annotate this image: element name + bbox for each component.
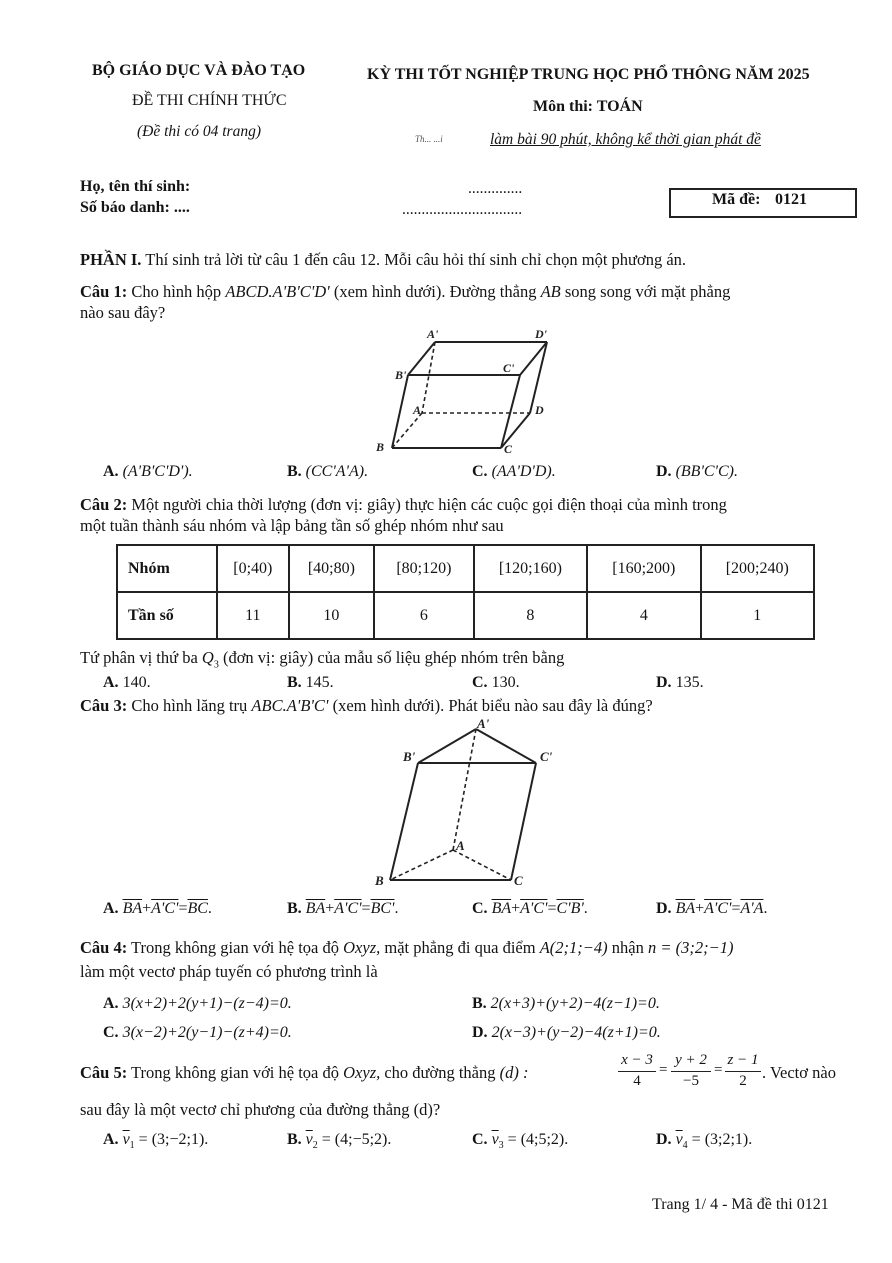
vector-symbol: $\overline{v}$	[491, 1131, 499, 1148]
q2-question	[80, 647, 564, 676]
q1-fig-label: D'	[535, 327, 547, 341]
table-cell: [0;40)	[217, 545, 289, 592]
option-value: (AA'D'D).	[491, 463, 556, 480]
option-value: (CC'A'A).	[305, 463, 369, 480]
q4-text-line2: làm một vectơ pháp tuyến có phương trình là	[80, 962, 378, 981]
exam-code-label: Mã đề:	[712, 191, 761, 208]
candidate-name-label: Họ, tên thí sinh:	[80, 178, 191, 195]
vector-term: C'B'	[556, 900, 584, 917]
q5-frac1-den: 4	[633, 1073, 641, 1089]
option-key: A.	[103, 674, 119, 691]
q2-frequency-table	[116, 544, 815, 640]
q5-text-line1	[80, 1062, 529, 1084]
option-key: B.	[287, 900, 302, 917]
vector-term: $\overline{BA}$	[122, 900, 143, 917]
option-value: = (4;−5;2).	[321, 1131, 392, 1148]
q3-math: ABC.A'B'C'	[251, 696, 329, 715]
vector-subscript: 3	[498, 1140, 504, 1152]
q5-frac2-den: −5	[683, 1073, 699, 1089]
part1-heading: PHẦN I.	[80, 250, 142, 269]
q3-fig-label: C	[514, 873, 523, 888]
option-value: 140.	[122, 674, 151, 691]
table-cell: [120;160)	[474, 545, 587, 592]
q2-question-a: Tứ phân vị thứ ba	[80, 648, 198, 667]
option-key: C.	[472, 900, 488, 917]
table-cell: [200;240)	[701, 545, 814, 592]
equals-sign: =	[714, 1062, 723, 1078]
q3-fig-label: B	[375, 873, 384, 888]
vector-symbol: $\overline{v}$	[675, 1131, 683, 1148]
q2-option-a[interactable]	[103, 674, 151, 692]
q5-text-c: . Vectơ nào	[762, 1063, 836, 1082]
q3-option-d[interactable]: D. $\overline{BA}+A'C'=A'A$.	[656, 900, 768, 917]
q5-frac1-num: x − 3	[621, 1052, 653, 1068]
option-value: 145.	[305, 674, 334, 691]
fraction-bar	[725, 1071, 761, 1072]
option-key: B.	[287, 674, 302, 691]
table-row	[117, 592, 814, 639]
q2-option-b[interactable]	[287, 674, 334, 692]
q2-q-sub: 3	[213, 659, 219, 671]
q5-line-name: (d) :	[499, 1063, 529, 1082]
vector-symbol: $\overline{v}$	[122, 1131, 130, 1148]
q2-text-a: Một người chia thời lượng (đơn vị: giây) thực hiện các cuộc gọi điện thoại của mình trong	[131, 495, 727, 514]
q1-label: Câu 1:	[80, 282, 128, 301]
q3-text-a: Cho hình lăng trụ	[131, 696, 248, 715]
q4-text-b: mặt phẳng đi qua điểm	[384, 938, 536, 957]
vector-term: A'C'	[334, 900, 362, 917]
q3-fig-label: C'	[540, 749, 553, 764]
option-value: (A'B'C'D').	[122, 463, 193, 480]
option-value: (BB'C'C).	[675, 463, 738, 480]
option-value: = (3;2;1).	[691, 1131, 753, 1148]
q1-option-c[interactable]	[472, 463, 556, 481]
q1-fig-label: B'	[395, 368, 407, 382]
candidate-name-dots: ..............	[468, 180, 523, 197]
option-value: 2(x−3)+(y−2)−4(z+1)=0.	[491, 1024, 661, 1041]
q5-label: Câu 5:	[80, 1063, 128, 1082]
vector-subscript: 1	[129, 1140, 135, 1152]
table-cell: 4	[587, 592, 700, 639]
option-key: C.	[472, 463, 488, 480]
q5-option-b[interactable]	[287, 1131, 391, 1151]
q3-prism-figure	[370, 715, 570, 895]
vector-term: A'C'	[151, 900, 179, 917]
table-cell: [160;200)	[587, 545, 700, 592]
option-key: D.	[656, 463, 672, 480]
table-cell: 8	[474, 592, 587, 639]
option-key: D.	[656, 674, 672, 691]
exam-code-value: 0121	[775, 191, 807, 208]
q2-text-line2: một tuần thành sáu nhóm và lập bảng tần số ghép nhóm như sau	[80, 516, 504, 535]
q2-option-c[interactable]	[472, 674, 520, 692]
option-key: C.	[103, 1024, 119, 1041]
subject: Môn thi: TOÁN	[533, 98, 643, 115]
q4-text-line1	[80, 937, 733, 959]
option-key: A.	[103, 1131, 119, 1148]
q3-fig-label: B'	[403, 749, 416, 764]
q2-question-b: (đơn vị: giây) của mẫu số liệu ghép nhóm trên bằng	[222, 648, 565, 667]
exam-code-box	[669, 188, 857, 218]
vector-term: BC'	[370, 900, 395, 917]
vector-symbol: $\overline{v}$	[305, 1131, 313, 1148]
q4-oxyz: Oxyz,	[343, 938, 381, 957]
q5-oxyz: Oxyz,	[343, 1063, 381, 1082]
q2-option-d[interactable]	[656, 674, 704, 692]
q4-normal: n = (3;2;−1)	[647, 938, 734, 957]
vector-term: A'C'	[704, 900, 732, 917]
part1-instruction-line	[80, 249, 686, 271]
q2-q: Q	[201, 648, 214, 667]
q1-fig-label: A'	[427, 327, 439, 341]
q4-option-c[interactable]	[103, 1024, 292, 1042]
q4-option-d[interactable]	[472, 1024, 661, 1042]
table-header-cell: Nhóm	[117, 545, 217, 592]
q1-fig-label: A	[413, 403, 422, 417]
q1-fig-label: D	[535, 403, 544, 417]
option-key: C.	[472, 674, 488, 691]
table-cell: 6	[374, 592, 474, 639]
q2-text-line1	[80, 494, 727, 516]
vector-subscript: 2	[312, 1140, 318, 1152]
q3-text-b: (xem hình dưới). Phát biểu nào sau đây là đúng?	[332, 696, 653, 715]
option-value: 2(x+3)+(y+2)−4(z−1)=0.	[490, 995, 660, 1012]
vector-term: $\overline{BA}$	[305, 900, 326, 917]
q4-point: A(2;1;−4)	[539, 938, 608, 957]
q5-text-b: cho đường thẳng	[384, 1063, 496, 1082]
q3-option-b[interactable]: B. $\overline{BA}+A'C'=BC'$.	[287, 900, 399, 917]
option-key: D.	[472, 1024, 488, 1041]
q4-text-c: nhận	[611, 938, 644, 957]
option-end: .	[583, 900, 588, 917]
option-key: B.	[472, 995, 487, 1012]
q1-fig-label: C	[504, 442, 513, 456]
table-cell: 1	[701, 592, 814, 639]
equals-sign: =	[659, 1062, 668, 1078]
candidate-id-label: Số báo danh: ....	[80, 199, 190, 216]
q3-option-a[interactable]: A. $\overline{BA}+A'C'=\overline{BC}$.	[103, 900, 212, 917]
fraction-bar	[671, 1071, 711, 1072]
q1-option-d[interactable]	[656, 463, 738, 481]
q5-option-a[interactable]	[103, 1131, 208, 1151]
vector-term: A'A	[740, 900, 764, 917]
q1-option-b[interactable]	[287, 463, 368, 481]
q1-text-c: song song với mặt phẳng	[564, 282, 731, 301]
option-key: A.	[103, 463, 119, 480]
fraction-bar	[618, 1071, 656, 1072]
table-cell: 10	[289, 592, 375, 639]
table-cell: [80;120)	[374, 545, 474, 592]
q2-label: Câu 2:	[80, 495, 128, 514]
vector-term: $\overline{BC}$	[187, 900, 208, 917]
table-cell: [40;80)	[289, 545, 375, 592]
q3-label: Câu 3:	[80, 696, 128, 715]
q1-text-line1	[80, 281, 730, 303]
table-row	[117, 545, 814, 592]
time-note: làm bài 90 phút, không kể thời gian phát đề	[490, 131, 761, 148]
q3-text	[80, 695, 653, 717]
q1-math: ABCD.A'B'C'D'	[225, 282, 330, 301]
q4-option-b[interactable]	[472, 995, 660, 1013]
part1-instruction: Thí sinh trả lời từ câu 1 đến câu 12. Mỗi câu hỏi thí sinh chỉ chọn một phương án.	[145, 250, 687, 269]
ministry-name: BỘ GIÁO DỤC VÀ ĐÀO TẠO	[92, 62, 306, 79]
vector-term: $\overline{BA}$	[491, 900, 512, 917]
option-key: D.	[656, 900, 672, 917]
option-end: .	[763, 900, 768, 917]
q5-frac3-den: 2	[739, 1073, 747, 1089]
table-header-cell: Tần số	[117, 592, 217, 639]
q4-text-a: Trong không gian với hệ tọa độ	[131, 938, 339, 957]
q3-fig-label: A'	[477, 716, 490, 731]
q1-text-line2: nào sau đây?	[80, 303, 166, 322]
q5-text-a: Trong không gian với hệ tọa độ	[131, 1063, 339, 1082]
q5-frac3-num: z − 1	[727, 1052, 759, 1068]
q1-text-a: Cho hình hộp	[131, 282, 222, 301]
exam-type: ĐỀ THI CHÍNH THỨC	[132, 92, 287, 109]
q1-fig-label: C'	[503, 361, 515, 375]
option-key: C.	[472, 1131, 488, 1148]
option-value: 130.	[491, 674, 520, 691]
option-key: A.	[103, 995, 119, 1012]
q1-parallelepiped-figure	[370, 325, 570, 460]
q4-option-a[interactable]	[103, 995, 292, 1013]
q5-option-c[interactable]	[472, 1131, 568, 1151]
q4-label: Câu 4:	[80, 938, 128, 957]
option-value: 3(x+2)+2(y+1)−(z−4)=0.	[122, 995, 292, 1012]
option-key: B.	[287, 1131, 302, 1148]
option-value: 3(x−2)+2(y−1)−(z+4)=0.	[122, 1024, 292, 1041]
pages-note: (Đề thi có 04 trang)	[137, 123, 261, 140]
table-cell: 11	[217, 592, 289, 639]
vector-term: A'C'	[520, 900, 548, 917]
option-end: .	[207, 900, 212, 917]
candidate-id-dots: ...............................	[402, 201, 523, 218]
option-value: 135.	[675, 674, 704, 691]
option-key: B.	[287, 463, 302, 480]
q1-text-b: (xem hình dưới). Đường thẳng	[333, 282, 537, 301]
q3-fig-label: A	[456, 838, 465, 853]
vector-subscript: 4	[682, 1140, 688, 1152]
option-key: A.	[103, 900, 119, 917]
q5-text-line2: sau đây là một vectơ chỉ phương của đường thẳng (d)?	[80, 1100, 441, 1119]
option-value: = (3;−2;1).	[138, 1131, 209, 1148]
q1-option-a[interactable]	[103, 463, 193, 481]
option-key: D.	[656, 1131, 672, 1148]
q1-ab: AB	[540, 282, 561, 301]
exam-title: KỲ THI TỐT NGHIỆP TRUNG HỌC PHỔ THÔNG NĂM 2025	[367, 66, 810, 83]
vector-term: $\overline{BA}$	[675, 900, 696, 917]
q1-fig-label: B	[376, 440, 385, 454]
q3-option-c[interactable]: C. $\overline{BA}+A'C'=C'B'$.	[472, 900, 588, 917]
option-end: .	[394, 900, 399, 917]
option-value: = (4;5;2).	[507, 1131, 569, 1148]
q5-option-d[interactable]	[656, 1131, 752, 1151]
q5-frac2-num: y + 2	[675, 1052, 707, 1068]
time-prefix: Th... ...i	[415, 134, 443, 144]
page-footer: Trang 1/ 4 - Mã đề thi 0121	[652, 1196, 829, 1213]
